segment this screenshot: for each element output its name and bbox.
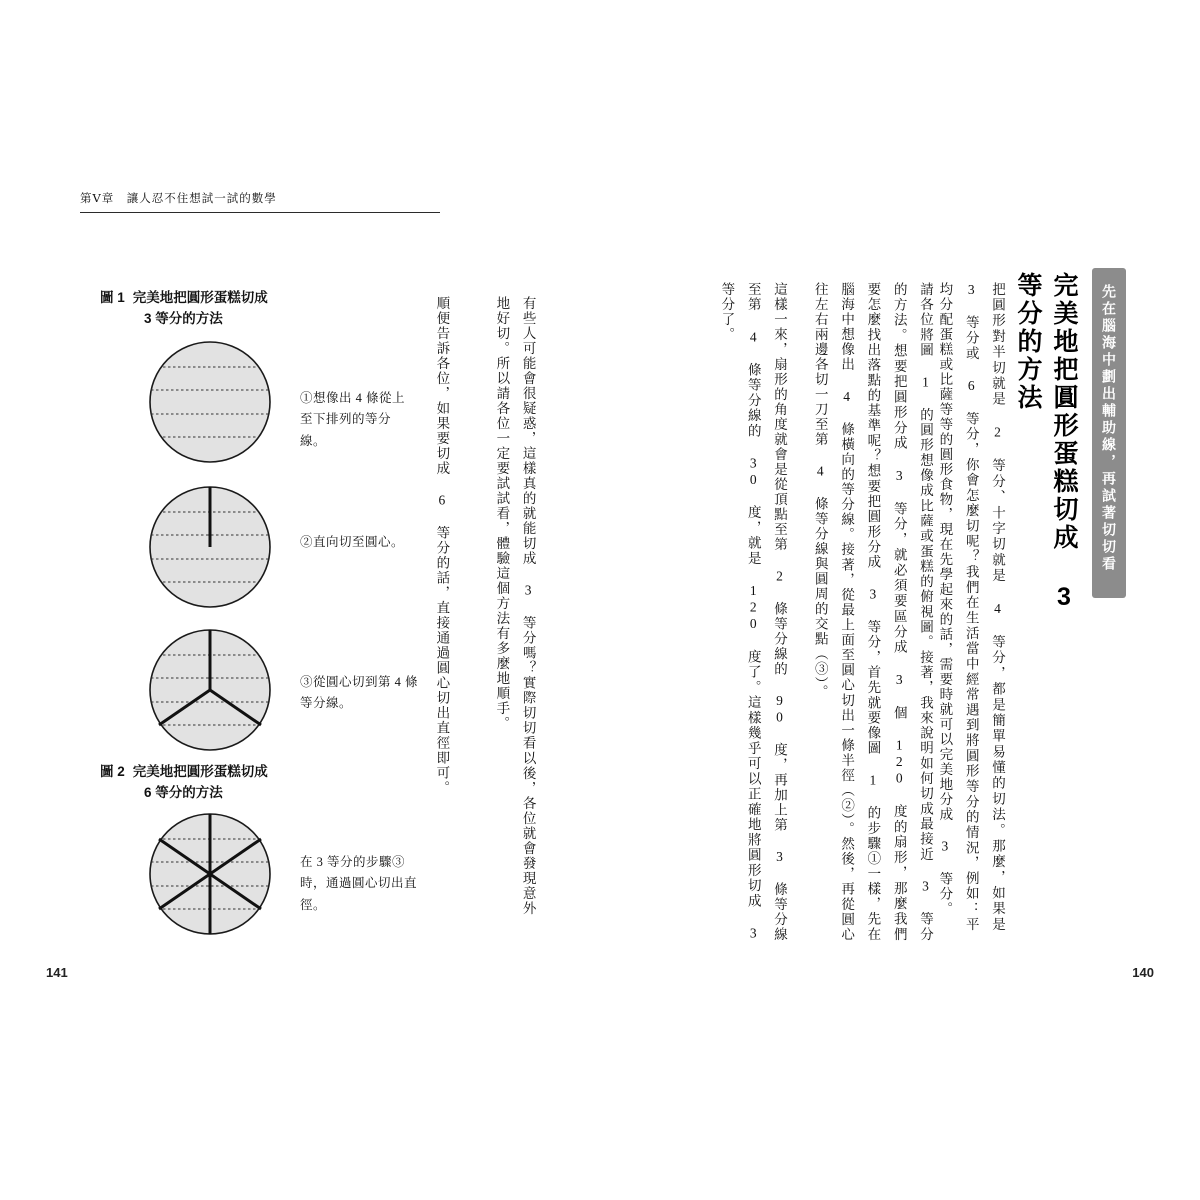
body-paragraph-4: 有些人可能會很疑惑，這樣真的就能切成 3 等分嗎？實際切切看以後，各位就會發現意外地好切。所以請各位一定要試試看，體驗這個方法有多麼地順手。	[494, 296, 536, 916]
figure-1-step-2-note: ②直向切至圓心。	[300, 535, 405, 549]
figure-2-title-line2: 6 等分的方法	[144, 784, 223, 800]
figure-1-circle-step1	[148, 340, 272, 469]
circle-three-equal-parts-svg	[148, 628, 272, 752]
article-title: 完美地把圓形蛋糕切成 3 等分的方法	[1014, 272, 1078, 614]
body-paragraph-3: 這樣一來，扇形的角度就會是從頂點至第 2 條等分線的 90 度，再加上第 3 條等分線至第 4 條等分線的 30 度，就是 120 度了。這樣幾乎可以正確地將圓形切成 3 等分了。	[719, 282, 787, 942]
figure-1-caption	[100, 288, 380, 330]
figure-2-label: 圖 2	[100, 764, 125, 779]
figure-1-title-line1: 完美地把圓形蛋糕切成	[132, 290, 268, 305]
body-paragraph-5: 順便告訴各位，如果要切成 6 等分的話，直接通過圓心切出直徑即可。	[434, 296, 450, 796]
circle-six-equal-parts-svg	[148, 812, 272, 936]
figure-2-caption	[100, 762, 380, 804]
page-number-right: 140	[1132, 965, 1154, 980]
figure-1-circle-step3	[148, 628, 272, 757]
figure-1-step-1-note: ①想像出 4 條從上至下排列的等分線。	[300, 391, 406, 448]
running-head: 第Ⅴ章 讓人忍不住想試一試的數學	[80, 193, 277, 205]
circle-with-equal-lines-svg	[148, 340, 272, 464]
figure-1-title-line2: 3 等分的方法	[144, 310, 223, 326]
circle-with-radius-cut-svg	[148, 485, 272, 609]
page-number-left: 141	[46, 965, 68, 980]
body-paragraph-1: 把圓形對半切就是 2 等分、十字切就是 4 等分，都是簡單易懂的切法。那麼，如果是 3 等分或 6 等分，你會怎麼切呢？我們在生活當中經常遇到將圓形等分的情況，例如：平均分配蛋糕或比薩等等的圓形食物，現在先學起來的話，需要時就可以完美地分成 3 等分。	[937, 282, 1005, 932]
figure-1-step-3-note: ③從圓心切到第 4 條等分線。	[300, 675, 419, 711]
figure-1-circle-step2	[148, 485, 272, 614]
running-head-rule	[80, 212, 440, 213]
figure-2-circle-six-parts	[148, 812, 272, 941]
figure-2-step-note: 在 3 等分的步驟③時，通過圓心切出直徑。	[300, 855, 418, 912]
figure-1-label: 圖 1	[100, 290, 125, 305]
article-tag: 先在腦海中劃出輔助線，再試著切切看	[1092, 268, 1126, 598]
body-paragraph-2: 請各位將圖 1 的圓形想像成比薩或蛋糕的俯視圖。接著，我來說明如何切成最接近 3 等分的方法。想要把圓形分成 3 等分，就必須要區分成 3 個 120 度的扇形，那麼我們要怎麼找出落點的基準呢？想要把圓形分成 3 等分，首先就要像圖 1 的步驟①一樣，先在腦海中想像出 4 條橫向的等分線。接著，從最上面至圓心切出一條半徑（②）。然後，再從圓心往左右兩邊各切一刀至第 4 條等分線與圓周的交點（③）。	[812, 282, 933, 942]
figure-2-title-line1: 完美地把圓形蛋糕切成	[132, 764, 268, 779]
